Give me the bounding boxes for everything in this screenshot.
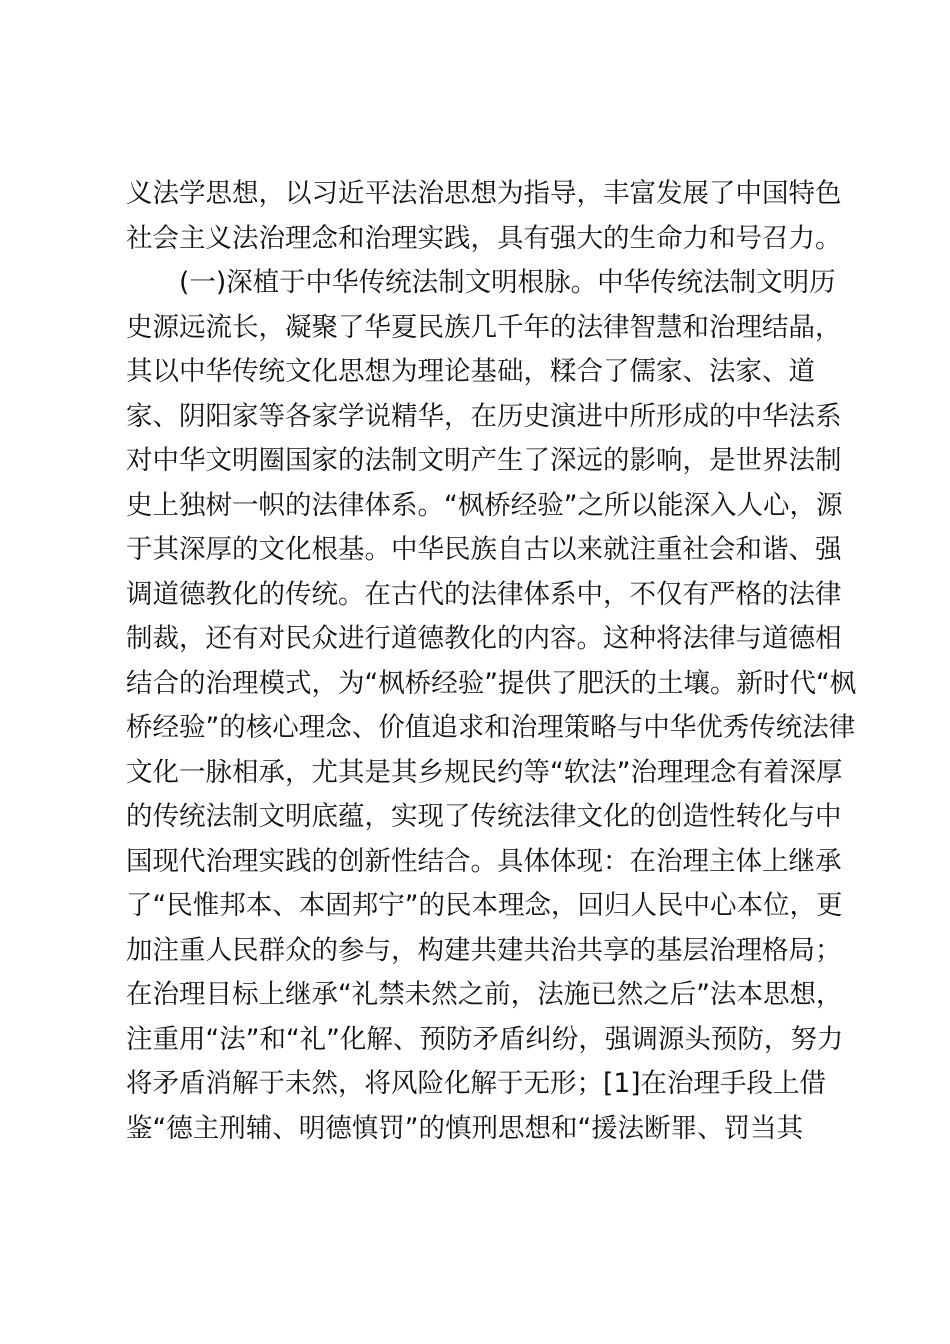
text-line: 了“民惟邦本、本固邦宁”的民本理念，回归人民中心本位，更: [126, 890, 843, 921]
text-line: 义法学思想，以习近平法治思想为指导，丰富发展了中国特色: [126, 178, 842, 209]
text-line: 注重用“法”和“礼”化解、预防矛盾纠纷，强调源头预防，努力: [126, 1023, 844, 1055]
text-line: 国现代治理实践的创新性结合。具体体现：在治理主体上继承: [126, 845, 842, 877]
text-line: 家、阴阳家等各家学说精华，在历史演进中所形成的中华法系: [126, 400, 842, 432]
text-line: 将矛盾消解于未然，将风险化解于无形；[1]在治理手段上借: [126, 1068, 827, 1099]
text-line: 史上独树一帜的法律体系。“枫桥经验”之所以能深入人心，源: [126, 489, 843, 521]
text-line: 社会主义法治理念和治理实践，具有强大的生命力和号召力。: [126, 222, 842, 254]
text-line: 文化一脉相承，尤其是其乡规民约等“软法”治理理念有着深厚: [126, 756, 843, 788]
text-line: 的传统法制文明底蕴，实现了传统法律文化的创造性转化与中: [126, 801, 842, 832]
text-line: 结合的治理模式，为“枫桥经验”提供了肥沃的土壤。新时代“枫: [126, 667, 857, 699]
text-line: 其以中华传统文化思想为理论基础，糅合了儒家、法家、道: [126, 356, 815, 387]
text-line: 鉴“德主刑辅、明德慎罚”的慎刑思想和“援法断罪、罚当其: [126, 1112, 804, 1144]
text-line: 桥经验”的核心理念、价值追求和治理策略与中华优秀传统法律: [126, 712, 856, 743]
text-line: (一)深植于中华传统法制文明根脉。中华传统法制文明历: [126, 267, 836, 298]
body-text: [126, 172, 857, 1151]
text-line: 对中华文明圈国家的法制文明产生了深远的影响，是世界法制: [126, 445, 842, 476]
text-line: 在治理目标上继承“礼禁未然之前，法施已然之后”法本思想，: [126, 979, 843, 1010]
text-line: 加注重人民群众的参与，构建共建共治共享的基层治理格局；: [126, 934, 842, 966]
text-line: 于其深厚的文化根基。中华民族自古以来就注重社会和谐、强: [126, 534, 842, 565]
text-line: 史源远流长，凝聚了华夏民族几千年的法律智慧和治理结晶，: [126, 311, 842, 343]
text-line: 制裁，还有对民众进行道德教化的内容。这种将法律与道德相: [126, 623, 842, 654]
text-line: 调道德教化的传统。在古代的法律体系中，不仅有严格的法律: [126, 578, 842, 610]
